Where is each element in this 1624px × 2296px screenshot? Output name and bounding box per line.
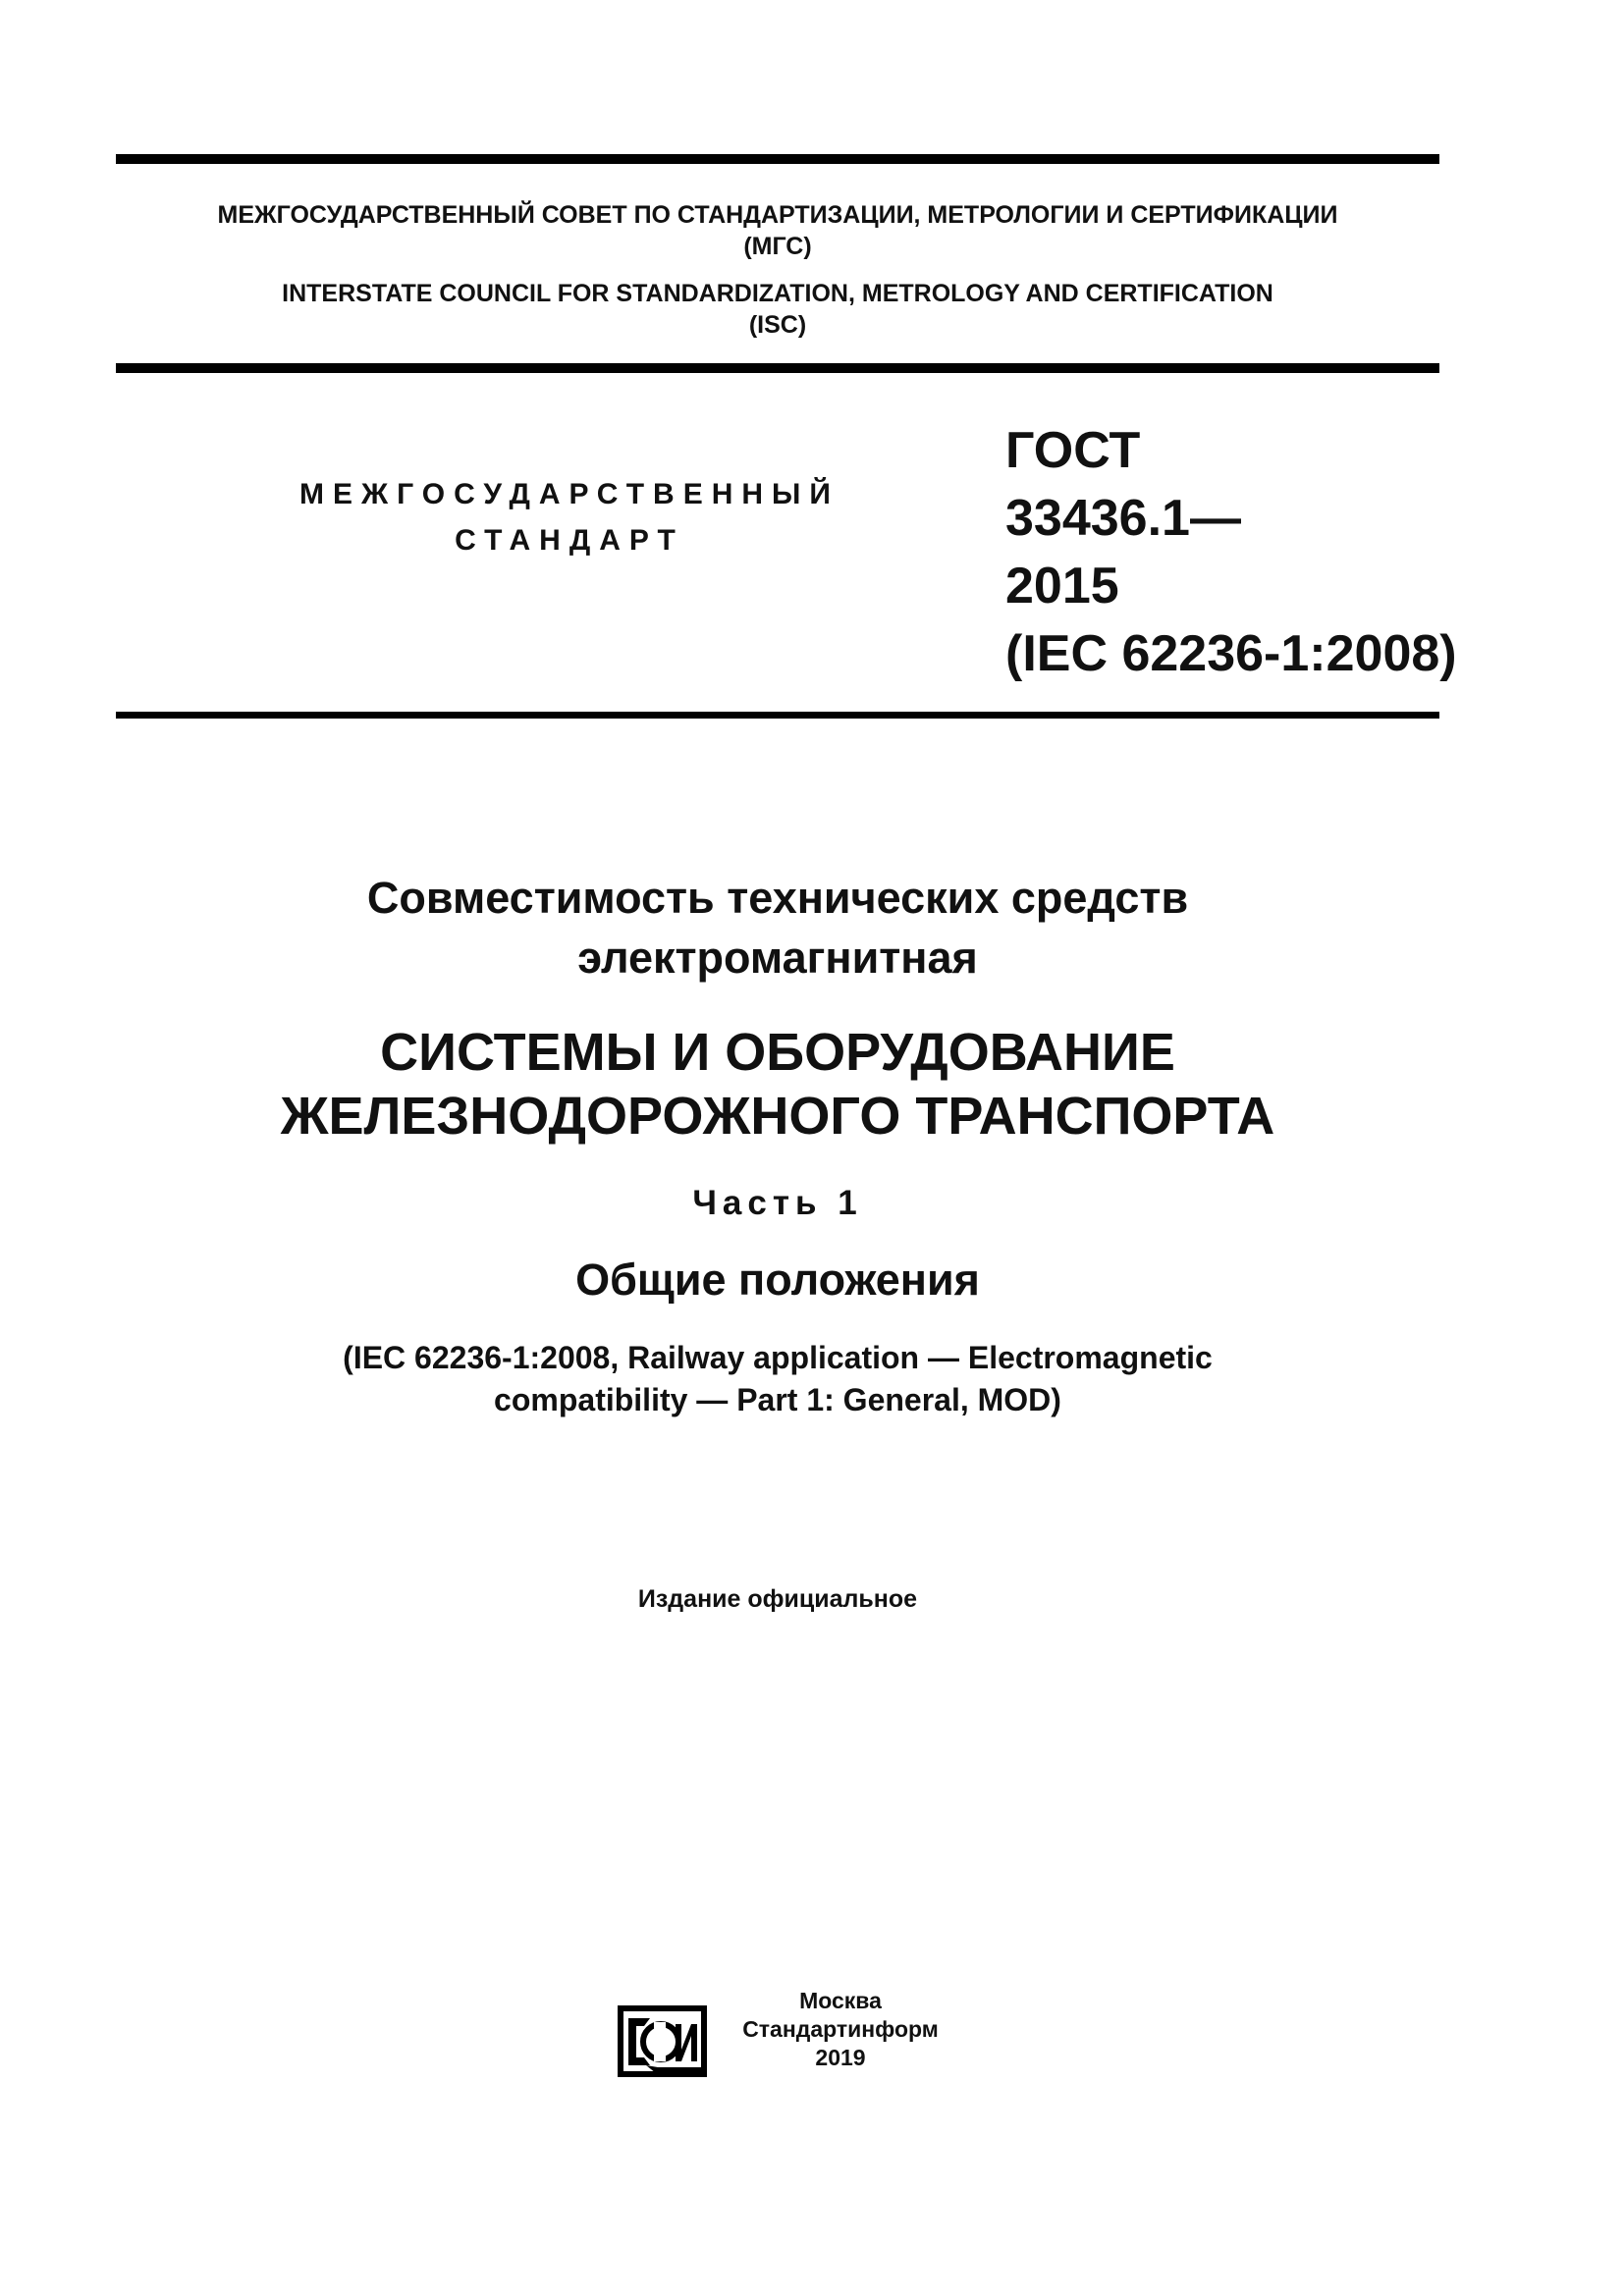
main-title-line2: ЖЕЛЕЗНОДОРОЖНОГО ТРАНСПОРТА (280, 1087, 1275, 1146)
standard-code-line2: 33436.1— (1005, 490, 1241, 547)
subject-title (116, 868, 1439, 988)
subject-title-line1: Совместимость технических средств (366, 873, 1189, 923)
publisher-info (723, 1987, 958, 2072)
standard-code-line4: (IEC 62236-1:2008) (1005, 625, 1457, 682)
standard-kind (236, 471, 903, 563)
edition-note: Издание официальное (637, 1585, 918, 1613)
main-title (116, 1021, 1439, 1148)
standard-code (1005, 417, 1457, 688)
council-name-ru (116, 199, 1439, 262)
standard-kind-line1: МЕЖГОСУДАРСТВЕННЫЙ (299, 478, 839, 510)
top-rule (116, 154, 1439, 164)
standartinform-logo-icon (617, 2004, 708, 2078)
publication-year: 2019 (815, 2045, 866, 2070)
iec-reference-line1: (IEC 62236-1:2008, Railway application — Electromagnetic (343, 1340, 1213, 1375)
iec-reference (116, 1337, 1439, 1421)
council-name-en (116, 278, 1439, 341)
publisher-name: Стандартинформ (742, 2016, 939, 2042)
council-name-ru-line1: МЕЖГОСУДАРСТВЕННЫЙ СОВЕТ ПО СТАНДАРТИЗАЦИИ, МЕТРОЛОГИИ И СЕРТИФИКАЦИИ (217, 201, 1338, 229)
bottom-rule (116, 712, 1439, 719)
middle-rule (116, 363, 1439, 373)
council-name-en-line2: (ISC) (748, 311, 807, 339)
subject-title-line2: электромагнитная (577, 933, 978, 983)
iec-reference-line2: compatibility — Part 1: General, MOD) (494, 1382, 1061, 1417)
standard-kind-line2: СТАНДАРТ (455, 524, 684, 557)
council-name-ru-line2: (МГС) (743, 233, 812, 260)
standard-code-line1: ГОСТ (1005, 422, 1141, 479)
part-title: Общие положения (575, 1255, 980, 1305)
part-number: Часть 1 (692, 1184, 863, 1222)
council-name-en-line1: INTERSTATE COUNCIL FOR STANDARDIZATION, METROLOGY AND CERTIFICATION (282, 280, 1273, 307)
standard-code-line3: 2015 (1005, 558, 1119, 614)
publisher-city: Москва (799, 1988, 882, 2013)
main-title-line1: СИСТЕМЫ И ОБОРУДОВАНИЕ (380, 1023, 1175, 1082)
